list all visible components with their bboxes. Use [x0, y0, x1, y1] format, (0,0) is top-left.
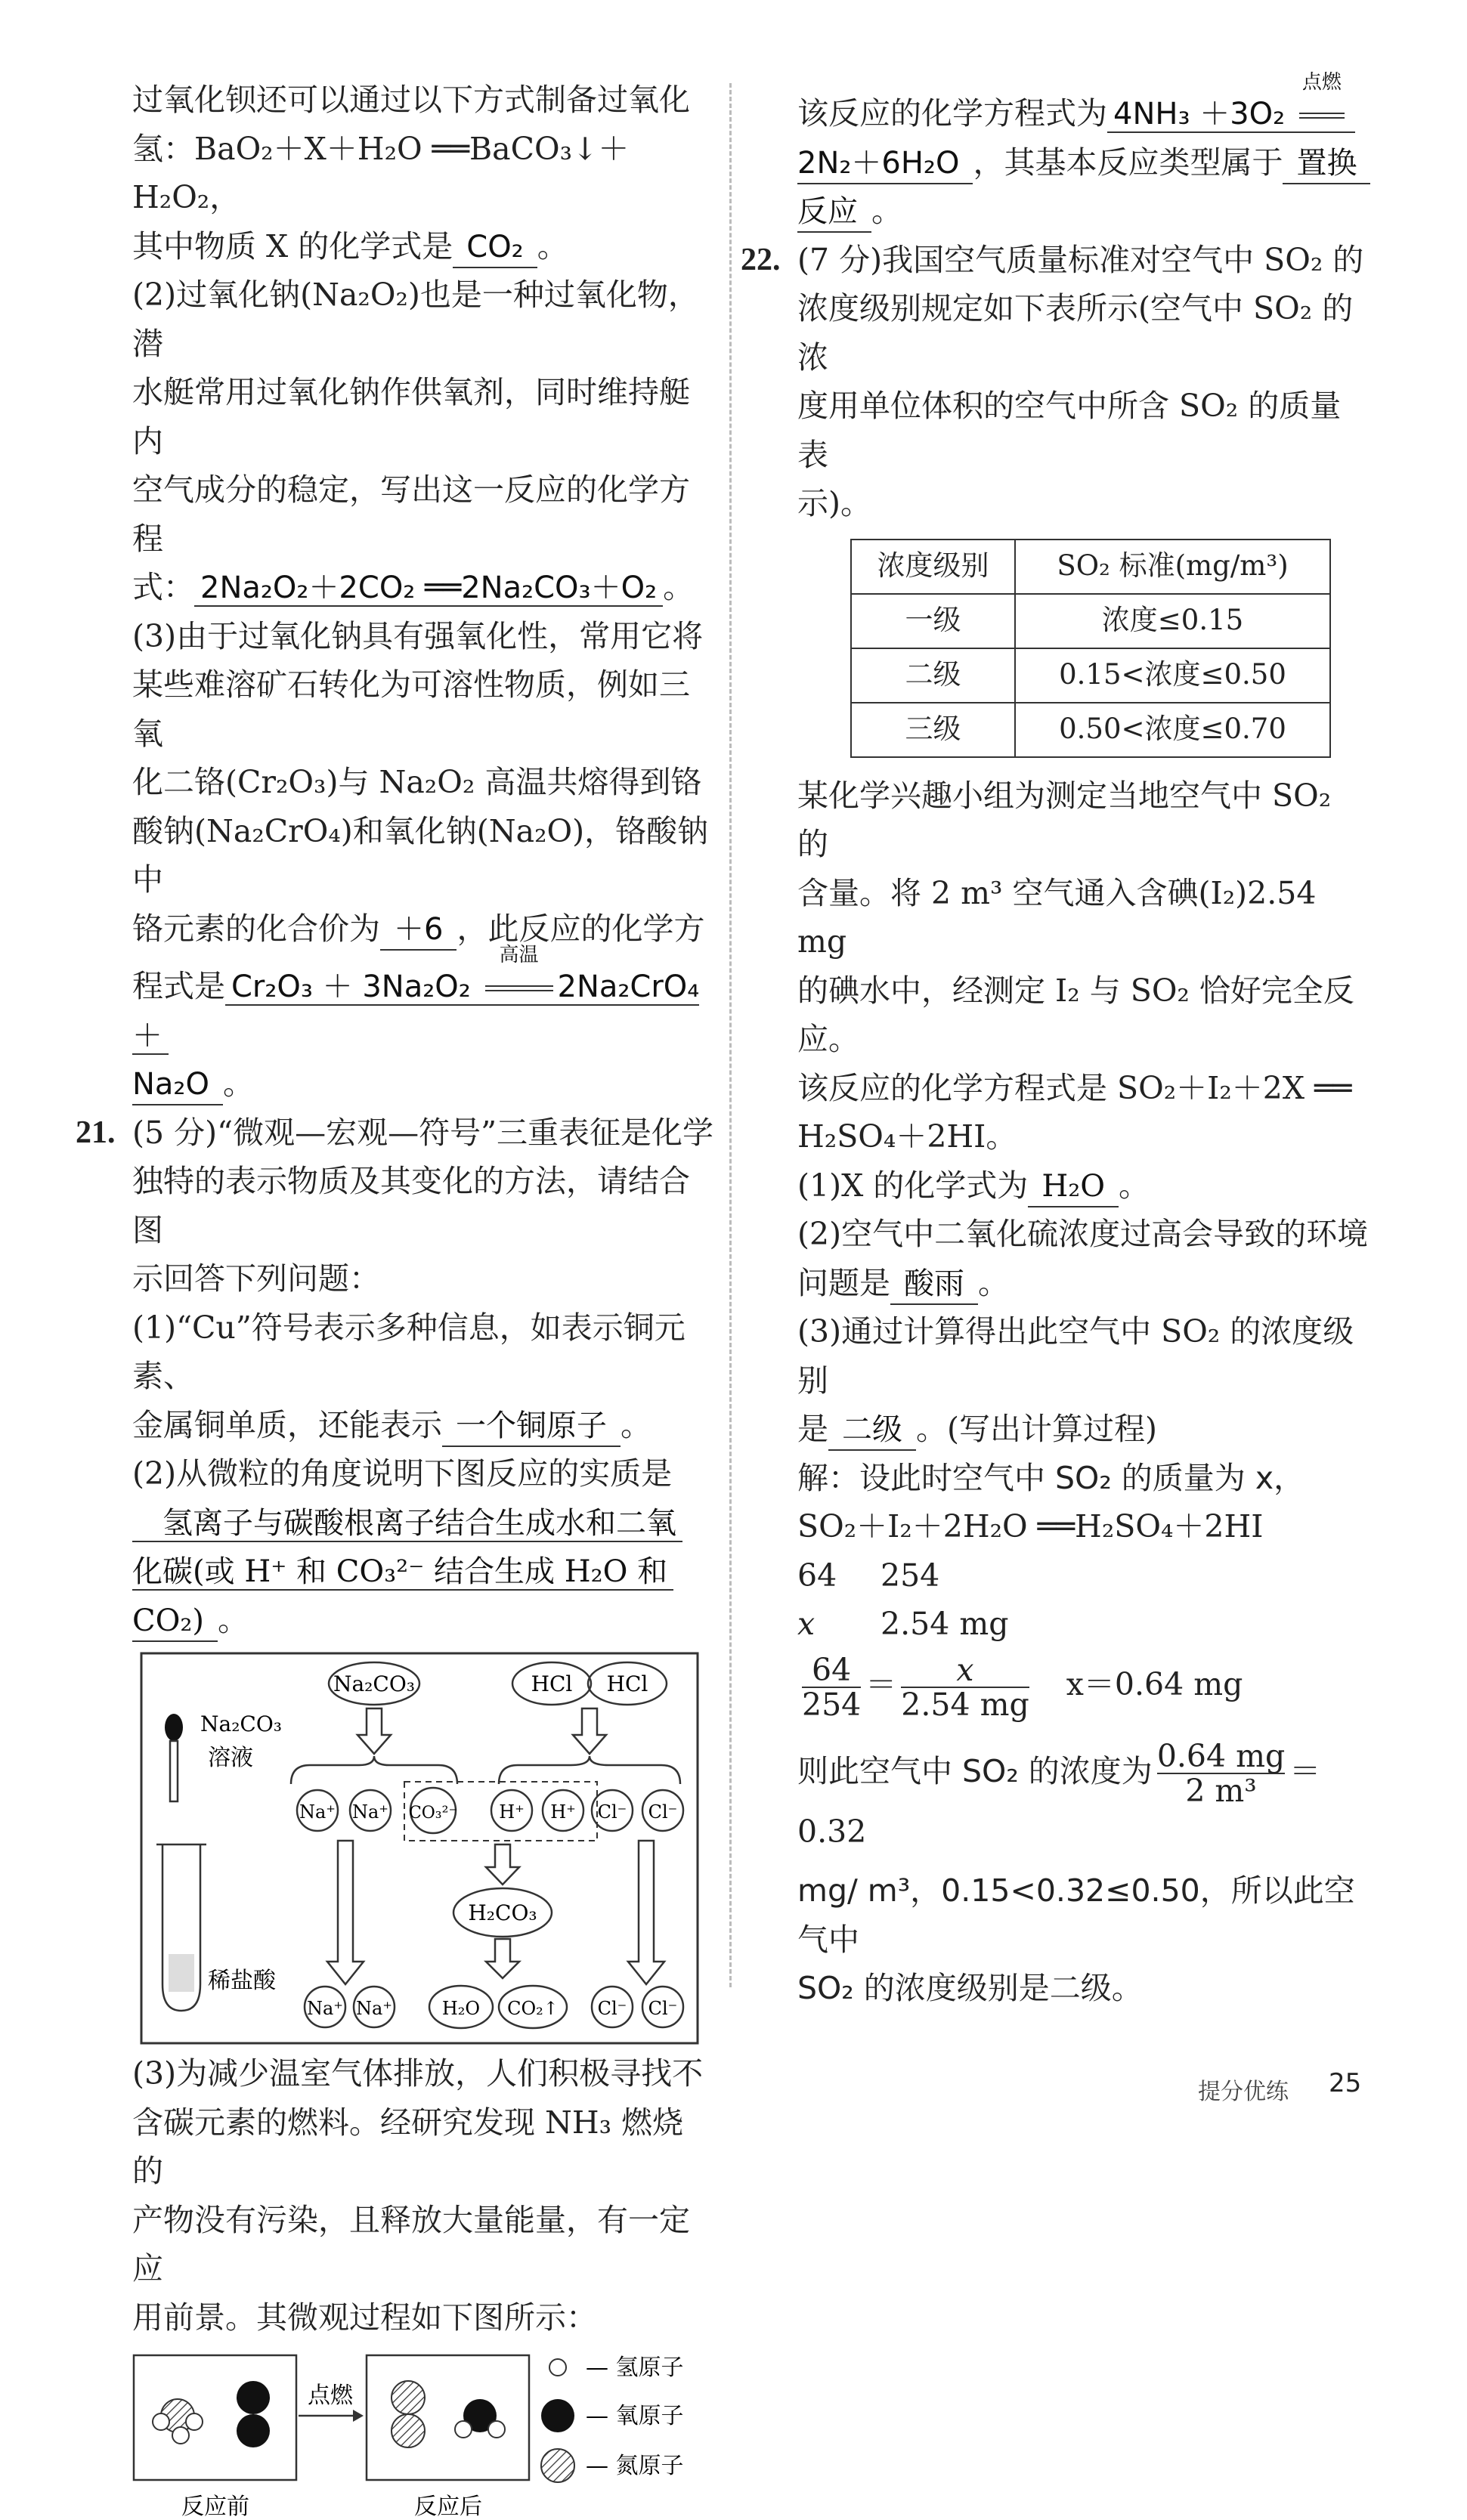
question-21: 21. (5 分)“微观—宏观—符号”三重表征是化学 独特的表示物质及其变化的方法，请结合图 示回答下列问题： (1)“Cu”符号表示多种信息，如表示铜元素、 金属铜单质，还能表示 一个铜原子 。 (2)从微粒的角度说明下图反应的实质是 氢离子与碳酸根离子结合生成水和二氧 化碳(或 H⁺ 和 CO₃²⁻ 结合生成 H₂O 和 CO₂) 。 Na₂CO₃ HCl HCl Na₂CO₃ 溶液 Na⁺ Na⁺ CO₃²⁻ H⁺ H⁺ Cl⁻ Cl⁻ H₂CO₃ 稀盐酸 Na⁺ Na⁺ H₂O CO₂↑ Cl⁻ Cl⁻ (3)为减少温室气体排放，人们积极寻找不 含碳元素的燃料。经研究发现 NH₃ 燃烧的 产物没有污染，且释放大量能量，有一定应 用前景。其微观过程如下图所示： 点燃 反应前 反应后 — 氢原子 — 氧原子 — 氮原子 — [132, 1108, 714, 2520]
na-ion-label: Na⁺ — [356, 1998, 392, 2019]
down-arrow-icon — [628, 1841, 664, 1984]
answer-x: CO₂ — [453, 227, 537, 268]
cl-ion-label: Cl⁻ — [648, 1998, 678, 2019]
down-arrow-icon — [486, 1844, 519, 1885]
answer-reaction-type-cont: 反应 — [797, 192, 871, 233]
answer-22-1: H₂O — [1028, 1167, 1119, 1207]
answer-q3-equation-cont: Na₂O — [132, 1065, 223, 1105]
q3-line: Na₂O 。 — [132, 1059, 714, 1108]
r-line: 反应 。 — [797, 187, 1372, 236]
q2-line: 水艇常用过氧化钠作供氧剂，同时维持艇内 — [132, 368, 714, 465]
r-line: 该反应的化学方程式为 4NH₃ ＋3O₂ 点燃 — [797, 89, 1372, 138]
answer-22-2: 酸雨 — [890, 1264, 978, 1305]
hcl-label: HCl — [531, 1671, 573, 1696]
oxygen-atom — [237, 2414, 270, 2447]
down-arrow-icon — [486, 1939, 519, 1978]
r-line: 2N₂＋6H₂O ，其基本反应类型属于 置换 — [797, 138, 1372, 187]
q3-line: (3)由于过氧化钠具有强氧化性，常用它将 — [132, 612, 714, 661]
combustion-diagram — [132, 2346, 714, 2520]
cl-ion-label: Cl⁻ — [598, 1801, 627, 1823]
table-row — [851, 703, 1330, 757]
fraction: $\frac{x}{2.54 mg}$ — [901, 1653, 1029, 1721]
answer-valence: ＋6 — [380, 910, 457, 951]
answer-21-2: 化碳(或 H⁺ 和 CO₃²⁻ 结合生成 H₂O 和 — [132, 1554, 673, 1591]
oxygen-legend-icon — [541, 2399, 574, 2432]
na-ion-label: Na⁺ — [307, 1998, 343, 2019]
table-cell: 0.15<浓度≤0.50 — [1015, 648, 1330, 703]
nitrogen-atom — [392, 2381, 425, 2414]
table-cell: 二级 — [851, 648, 1015, 703]
answer-nh3-equation: 4NH₃ ＋3O₂ 点燃 — [1107, 97, 1355, 133]
question-number: 21. — [76, 1108, 116, 1158]
intro-line: 氢：BaO₂＋X＋H₂O ══BaCO₃↓＋H₂O₂， — [132, 125, 714, 222]
dropper-label: 溶液 — [208, 1745, 253, 1771]
h-ion-label: H⁺ — [499, 1801, 525, 1823]
legend-hydrogen: — 氢原子 — [586, 2355, 684, 2381]
na-ion-label: Na⁺ — [299, 1801, 336, 1823]
answer-q3-equation: Cr₂O₃ ＋ 3Na₂O₂ 高温 2Na₂CrO₄ ＋ — [132, 969, 699, 1055]
intro-line: 其中物质 X 的化学式是 CO₂ 。 — [132, 222, 714, 271]
table-cell: 0.50<浓度≤0.70 — [1015, 703, 1330, 757]
dropper-label: Na₂CO₃ — [200, 1711, 282, 1736]
h2co3-label: H₂CO₃ — [468, 1900, 537, 1925]
cl-ion-label: Cl⁻ — [648, 1801, 678, 1823]
table-header: SO₂ 标准(mg/m³) — [1015, 540, 1330, 594]
q3-line: 化二铬(Cr₂O₃)与 Na₂O₂ 高温共熔得到铬 — [132, 758, 714, 807]
dropper-tube-icon — [170, 1741, 178, 1801]
condition-ignite: 点燃 — [1295, 94, 1349, 134]
legend-oxygen: — 氧原子 — [586, 2403, 684, 2429]
co3-ion-label: CO₃²⁻ — [409, 1804, 457, 1823]
right-column — [797, 76, 1372, 2013]
column-divider — [729, 83, 732, 1987]
left-column — [132, 76, 714, 2520]
q2-line: 空气成分的稳定，写出这一反应的化学方程 — [132, 465, 714, 563]
answer-q2-equation: 2Na₂O₂＋2CO₂ ══2Na₂CO₃＋O₂ — [194, 570, 663, 607]
question-number: 22. — [741, 236, 781, 285]
q3-line: 铬元素的化合价为 ＋6 ，此反应的化学方 — [132, 904, 714, 954]
q2-line: (2)过氧化钠(Na₂O₂)也是一种过氧化物，潜 — [132, 271, 714, 368]
table-header-row — [851, 540, 1330, 594]
table-cell: 三级 — [851, 703, 1015, 757]
hydrogen-legend-icon — [549, 2359, 566, 2376]
arrow-icon — [353, 2410, 364, 2422]
question-22: 22. (7 分)我国空气质量标准对空气中 SO₂ 的 浓度级别规定如下表所示(空气中 SO₂ 的浓 度用单位体积的空气中所含 SO₂ 的质量表 示)。 浓度级别 SO₂ 标准(mg/m³) 一级 浓度≤0.15 二级 0.15<浓度≤0.50 三级 0.50<浓度≤0.70 某化学兴趣小组为测定当地空气中 SO₂ 的 含量。将 2 m³ 空气通入含碘(I₂)2.54 mg 的碘水中，经测定 I₂ 与 SO₂ 恰好完全反应。 该反应的化学方程式是 SO₂＋I₂＋2X ══ H₂SO₄＋2HI。 (1)X 的化学式为 H₂O 。 (2)空气中二氧化硫浓度过高会导致的环境 问题是 酸雨 。 (3)通过计算得出此空气中 SO₂ 的浓度级别 是 二级 。(写出计算过程) 解：设此时空气中 SO₂ 的质量为 x， SO₂＋I₂＋2H₂O ══H₂SO₄＋2HI 64 254 x 2.54 mg $\frac{64}{254}$ ＝ $\frac{x}{2.54 mg}$ x＝0.64 mg 则此空气中 SO₂ 的浓度为 $\frac{0.64 mg}{\text{2 m³}}$ ＝0.32 mg/ m³，0.15<0.32≤0.50，所以此空气中 SO₂ 的浓度级别是二级。 — [797, 236, 1372, 2013]
answer-21-2: CO₂) — [132, 1601, 218, 1642]
after-box — [367, 2355, 529, 2480]
h-ion-label: H⁺ — [550, 1801, 576, 1823]
fraction: $\frac{64}{254}$ — [802, 1653, 861, 1721]
q2-line: 式： 2Na₂O₂＋2CO₂ ══2Na₂CO₃＋O₂ 。 — [132, 563, 714, 612]
q3-line: 某些难溶矿石转化为可溶性物质，例如三氧 — [132, 660, 714, 758]
answer-21-2: 氢离子与碳酸根离子结合生成水和二氧 — [132, 1506, 682, 1542]
nitrogen-legend-icon — [541, 2449, 574, 2482]
proportion-equation: $\frac{64}{254}$ ＝ $\frac{x}{2.54 mg}$ x＝0.64 mg — [797, 1653, 1372, 1721]
fraction: $\frac{0.64 mg}{\text{2 m³}}$ — [1157, 1739, 1285, 1807]
page-number: 25 — [1329, 2068, 1361, 2098]
table-header: 浓度级别 — [851, 540, 1015, 594]
after-label: 反应后 — [414, 2494, 482, 2520]
intro-line: 过氧化钡还可以通过以下方式制备过氧化 — [132, 76, 714, 125]
q3-line: 程式是 Cr₂O₃ ＋ 3Na₂O₂ 高温 2Na₂CrO₄ ＋ — [132, 962, 714, 1059]
brace — [499, 1756, 680, 1784]
down-arrow-icon — [357, 1708, 391, 1754]
hydrogen-atom — [488, 2421, 505, 2438]
answer-reaction-type: 置换 — [1283, 144, 1370, 184]
dropper-bulb-icon — [165, 1714, 183, 1741]
table-cell: 一级 — [851, 594, 1015, 648]
co2-label: CO₂↑ — [507, 1998, 559, 2019]
condition-high-temp: 高温 — [481, 967, 558, 1006]
oxygen-atom — [237, 2381, 270, 2414]
cl-ion-label: Cl⁻ — [598, 1998, 627, 2019]
ignite-label: 点燃 — [308, 2382, 354, 2409]
hcl-label: HCl — [607, 1671, 648, 1696]
table-row — [851, 648, 1330, 703]
hydrogen-atom — [455, 2421, 472, 2438]
hydrogen-atom — [186, 2413, 203, 2430]
answer-21-1: 一个铜原子 — [442, 1406, 621, 1447]
legend-nitrogen: — 氮原子 — [586, 2453, 684, 2479]
na-ion-label: Na⁺ — [352, 1801, 388, 1823]
hydrogen-atom — [172, 2427, 189, 2444]
solution-block: 解：设此时空气中 SO₂ 的质量为 x， SO₂＋I₂＋2H₂O ══H₂SO₄＋2HI 64 254 x 2.54 mg $\frac{64}{254}$ ＝ $\frac{x}{2.54 mg}$ x＝0.64 mg 则此空气中 SO₂ 的浓度为 $\frac{0.64 mg}{\text{2 m³}}$ ＝0.32 mg/ m³，0.15<0.32≤0.50，所以此空气中 SO₂ 的浓度级别是二级。 — [797, 1454, 1372, 2013]
so2-standard-table — [850, 539, 1331, 758]
table-cell: 浓度≤0.15 — [1015, 594, 1330, 648]
hydrogen-atom — [153, 2413, 169, 2430]
down-arrow-icon — [327, 1841, 364, 1984]
acid-label: 稀盐酸 — [208, 1968, 277, 1994]
na2co3-label: Na₂CO₃ — [333, 1671, 415, 1696]
nitrogen-atom — [392, 2414, 425, 2447]
down-arrow-icon — [573, 1708, 606, 1754]
h2o-label: H₂O — [442, 1998, 480, 2019]
answer-nh3-equation-cont: 2N₂＋6H₂O — [797, 144, 973, 184]
q3-line: 酸钠(Na₂CrO₄)和氧化钠(Na₂O)，铬酸钠中 — [132, 807, 714, 904]
answer-22-3: 二级 — [828, 1410, 916, 1451]
before-label: 反应前 — [181, 2494, 249, 2520]
brace — [291, 1756, 457, 1784]
table-row — [851, 594, 1330, 648]
reaction-diagram — [140, 1652, 699, 2045]
footer-label: 提分优练 — [1198, 2073, 1289, 2106]
